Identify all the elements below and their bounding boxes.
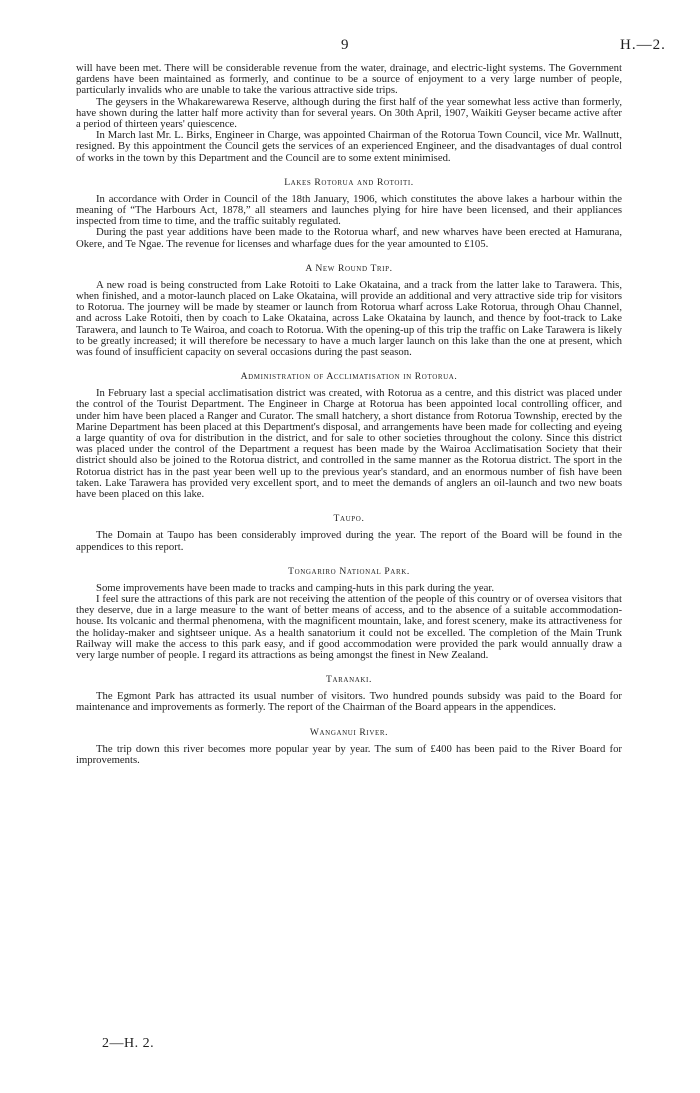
taranaki-paragraph: The Egmont Park has attracted its usual number of visitors. Two hundred pounds subsidy was paid to the Board for maintenance and improvements as formerly. The report of the Chairman of the Board appears in the appendices. <box>76 690 622 714</box>
wanganui-paragraph: The trip down this river becomes more popular year by year. The sum of £400 has been paid to the River Board for improvements. <box>76 742 622 766</box>
section-heading-taranaki: Taranaki. <box>326 674 372 686</box>
page-reference: H.—2. <box>620 37 666 53</box>
lakes-paragraph-1: In accordance with Order in Council of the 18th January, 1906, which constitutes the above lakes a harbour within the meaning of “The Harbours Act, 1878,” all steamers and launches plying for hire have been licensed, and their appliances inspected from time to time, and the traffic suitably regulated. <box>76 192 622 228</box>
section-heading-lakes: Lakes Rotorua and Rotoiti. <box>284 176 414 188</box>
section-heading-round-trip: A New Round Trip. <box>305 262 393 274</box>
tongariro-paragraph-1: Some improvements have been made to tracks and camping-huts in this park during the year. <box>96 581 495 594</box>
intro-paragraph-2: The geysers in the Whakarewarewa Reserve, although during the first half of the year somewhat less active than formerly, have shown during the latter half more activity than for several years. On 30th April, 1907, Waikiti Geyser became active after a period of thirteen years' quiescence. <box>76 95 622 131</box>
section-heading-wanganui: Wanganui River. <box>309 726 389 738</box>
tongariro-paragraph-2: I feel sure the attractions of this park are not receiving the attention of the people of this country or of oversea visitors that they deserve, due in a large measure to the want of better means of access, and to the absence of a suitable accommodation-house. Its volcanic and thermal phenomena, with the magnificent mountain, lake, and forest scenery, make its attractiveness for the holiday-maker and sightseer unique. As a health sanatorium it could not be excelled. The completion of the Main Trunk Railway will make the access to this park easy, and if good accommodation were provided the park would annually draw a very large number of people. I regard its attractions as being amongst the finest in New Zealand. <box>76 592 622 661</box>
intro-paragraph-1: will have been met. There will be considerable revenue from the water, drainage, and electric-light systems. The Government gardens have been maintained as formerly, and continue to be a source of enjoyment to a very large number of people, particularly invalids who are unable to take the various attractive side trips. <box>76 62 622 97</box>
footer-signature: 2—H. 2. <box>102 1036 155 1051</box>
page-number: 9 <box>341 37 349 53</box>
section-heading-tongariro: Tongariro National Park. <box>288 565 410 577</box>
round-trip-paragraph: A new road is being constructed from Lake Rotoiti to Lake Okataina, and a track from the latter lake to Tarawera. This, when finished, and a motor-launch placed on Lake Okataina, will provide an additional and very attractive side trip for visitors to Rotorua. The journey will be made by steamer or launch from Rotorua wharf across Lake Rotorua, through Ohau Channel, and across Lake Rotoiti, then by coach to Lake Okataina, across Lake Okataina by launch, and thence by foot-track to Lake Tarawera, and launch to Te Wairoa, and coach to Rotorua. With the opening-up of this trip the traffic on Lake Tarawera is likely to be greatly increased; it will therefore be necessary to have a much larger launch on this lake than the one at present, which was found of insufficient capacity on several occasions during the past season. <box>76 278 622 359</box>
intro-paragraph-3: In March last Mr. L. Birks, Engineer in Charge, was appointed Chairman of the Rotorua Town Council, vice Mr. Wallnutt, resigned. By this appointment the Council gets the services of an experienced Engineer, and the disadvantages of dual control of works in the town by this Department and the Council are to some extent minimised. <box>76 129 622 164</box>
acclimatisation-paragraph: In February last a special acclimatisation district was created, with Rotorua as a centre, and this district was placed under the control of the Tourist Department. The Engineer in Charge at Rotorua has been appointed local controlling officer, and under him have been placed a Ranger and Curator. The small hatchery, a short distance from Rotorua Township, erected by the Marine Department has been placed at this Department's disposal, and arrangements have been made for collecting and eyeing a large quantity of ova for distribution in the district, and for sale to other societies throughout the colony. Since this district was placed under the control of the Department a request has been made by the Wairoa Acclimatisation Society that their district should also be joined to the Rotorua district, and controlled in the same manner as the Rotorua district. The sport in the Rotorua district has in the past year been well up to the previous year's standard, and an enormous number of fish have been taken. Lake Tarawera has provided very excellent sport, and to meet the demands of anglers an oil-launch and two new boats have been placed on this lake. <box>76 387 622 501</box>
document-body <box>76 63 622 766</box>
taupo-paragraph: The Domain at Taupo has been considerably improved during the year. The report of the Board will be found in the appendices to this report. <box>76 529 622 553</box>
section-heading-taupo: Taupo. <box>333 513 365 525</box>
section-heading-acclimatisation: Administration of Acclimatisation in Rotorua. <box>240 371 458 383</box>
lakes-paragraph-2: During the past year additions have been made to the Rotorua wharf, and new wharves have been erected at Hamurana, Okere, and Te Ngae. The revenue for licenses and wharfage dues for the year amounted to £105. <box>76 226 622 250</box>
